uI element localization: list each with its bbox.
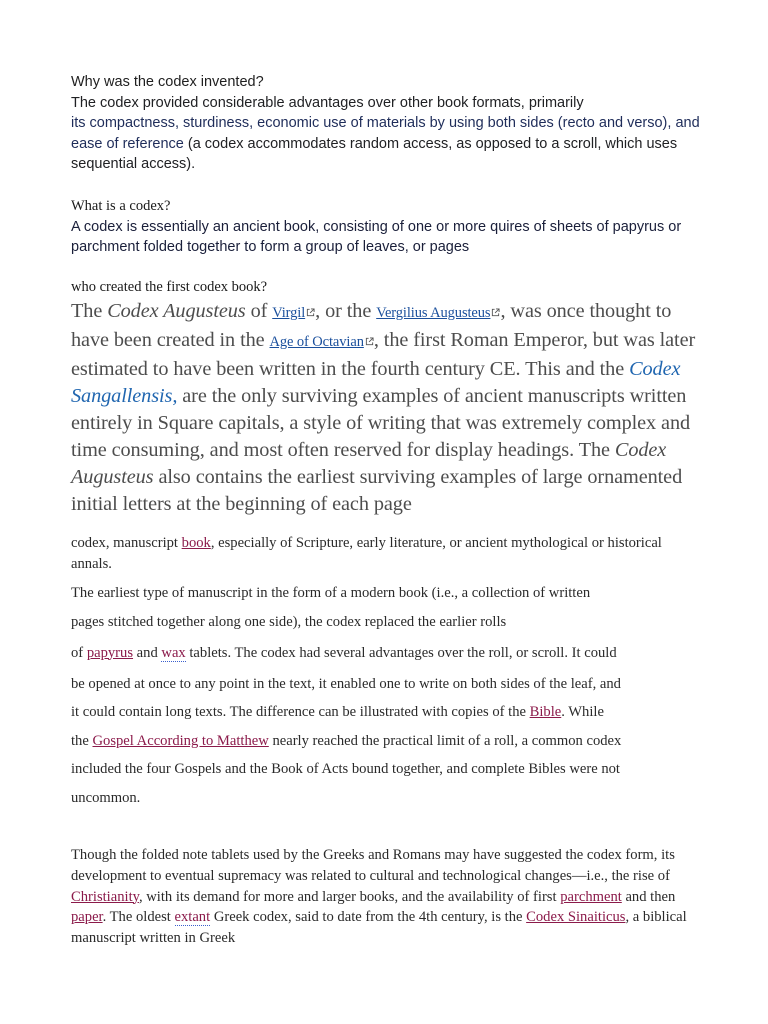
text-run: tablets. The codex had several advantages over the roll, or scroll. It could: [185, 644, 617, 661]
answer-part-b: its compactness, sturdiness, economic use of materials by using both sides (recto and verso), and ease of reference: [71, 115, 700, 152]
paragraph-line: The earliest type of manuscript in the form of a modern book (i.e., a collection of written: [71, 585, 591, 601]
text-run: , a biblical manuscript written in Greek: [71, 909, 687, 947]
paragraph-earliest-manuscript: [71, 581, 703, 815]
text-run: and then: [621, 888, 676, 905]
text-run: the: [71, 732, 93, 749]
text-run: and: [133, 644, 162, 661]
paragraph-line: included the four Gospels and the Book of Acts bound together, and complete Bibles were not: [71, 761, 620, 778]
gospel-matthew-link[interactable]: Gospel According to Matthew: [92, 732, 269, 749]
text-run: are the only surviving examples of ancient manuscripts written entirely in Square capitals, a style of writing that was extremely complex and time consuming, and most often reserved for display headings. The: [71, 385, 691, 461]
codex-sangallensis-title: Codex Sangallensis,: [71, 358, 681, 407]
text-run: Though the folded note tablets used by the Greeks and Romans may have suggested the codex form, its development to eventual supremacy was related to cultural and technological changes—i.e., the rise of: [71, 847, 675, 884]
christianity-link[interactable]: Christianity: [71, 888, 139, 905]
text-run: , with its demand for more and larger books, and the availability of first: [138, 888, 561, 905]
paragraph-line: be opened at once to any point in the text, it enabled one to write on both sides of the leaf, and: [71, 675, 621, 692]
vergilius-augusteus-link[interactable]: [376, 305, 500, 321]
papyrus-link[interactable]: papyrus: [86, 644, 134, 661]
text-run: of: [71, 644, 87, 661]
text-run: . The oldest: [102, 909, 175, 926]
paragraph-line: pages stitched together along one side), the codex replaced the earlier rolls: [71, 613, 507, 630]
paragraph-line: [71, 700, 703, 729]
answer-text: [71, 93, 703, 175]
section-what-is-codex: [71, 196, 703, 258]
question-heading: What is a codex?: [71, 198, 171, 214]
bible-link[interactable]: Bible: [529, 704, 562, 721]
text-run: The: [71, 300, 108, 322]
text-run: Greek codex, said to date from the 4th century, is the: [210, 909, 527, 926]
text-run: , was once thought to have been created in the: [71, 300, 672, 351]
question-heading-who-created: who created the first codex book?: [71, 279, 268, 295]
answer-part-c: (a codex accommodates random access, as opposed to a scroll, which uses sequential access).: [71, 135, 678, 172]
section-why-codex: [71, 72, 703, 175]
text-run: it could contain long texts. The difference can be illustrated with copies of the: [71, 704, 530, 721]
paragraph-line: [71, 641, 703, 672]
question-heading: Why was the codex invented?: [71, 74, 264, 90]
external-link-icon: [365, 337, 374, 346]
paper-link[interactable]: paper: [71, 909, 103, 926]
codex-augusteus-title: Codex Augusteus: [107, 300, 246, 322]
text-run: of: [245, 300, 273, 322]
parchment-link[interactable]: parchment: [560, 888, 622, 905]
codex-definition: [71, 533, 703, 574]
text-run: codex, manuscript: [71, 535, 182, 551]
paragraph-codex-development: [71, 845, 703, 949]
text-run: . While: [561, 704, 604, 721]
age-of-octavian-link[interactable]: [270, 334, 374, 350]
vergilius-link-label: Vergilius Augusteus: [376, 305, 491, 321]
virgil-link[interactable]: [272, 305, 315, 321]
text-run: , the first Roman Emperor, but was later estimated to have been written in the fourth century CE. This and the: [71, 329, 696, 380]
codex-augusteus-title: Codex Augusteus: [71, 439, 667, 488]
wax-link[interactable]: wax: [161, 644, 186, 661]
external-link-icon: [306, 308, 315, 317]
virgil-link-label: Virgil: [272, 305, 306, 321]
paragraph-line: uncommon.: [71, 789, 141, 806]
answer-text: A codex is essentially an ancient book, consisting of one or more quires of sheets of papyrus or parchment folded together to form a group of leaves, or pages: [71, 218, 682, 255]
text-run: also contains the earliest surviving examples of large ornamented initial letters at the beginning of each page: [71, 466, 683, 515]
octavian-link-label: Age of Octavian: [269, 334, 364, 350]
answer-codex-augusteus: [71, 298, 703, 518]
codex-sinaiticus-link[interactable]: Codex Sinaiticus: [526, 909, 626, 926]
text-run: , or the: [315, 300, 377, 322]
extant-link[interactable]: extant: [174, 909, 211, 926]
book-link[interactable]: book: [181, 535, 211, 551]
text-run: , especially of Scripture, early literature, or ancient mythological or historical annals.: [71, 535, 662, 572]
paragraph-line: [71, 729, 703, 758]
answer-part-a: The codex provided considerable advantages over other book formats, primarily: [71, 94, 584, 111]
text-run: nearly reached the practical limit of a roll, a common codex: [268, 732, 622, 749]
